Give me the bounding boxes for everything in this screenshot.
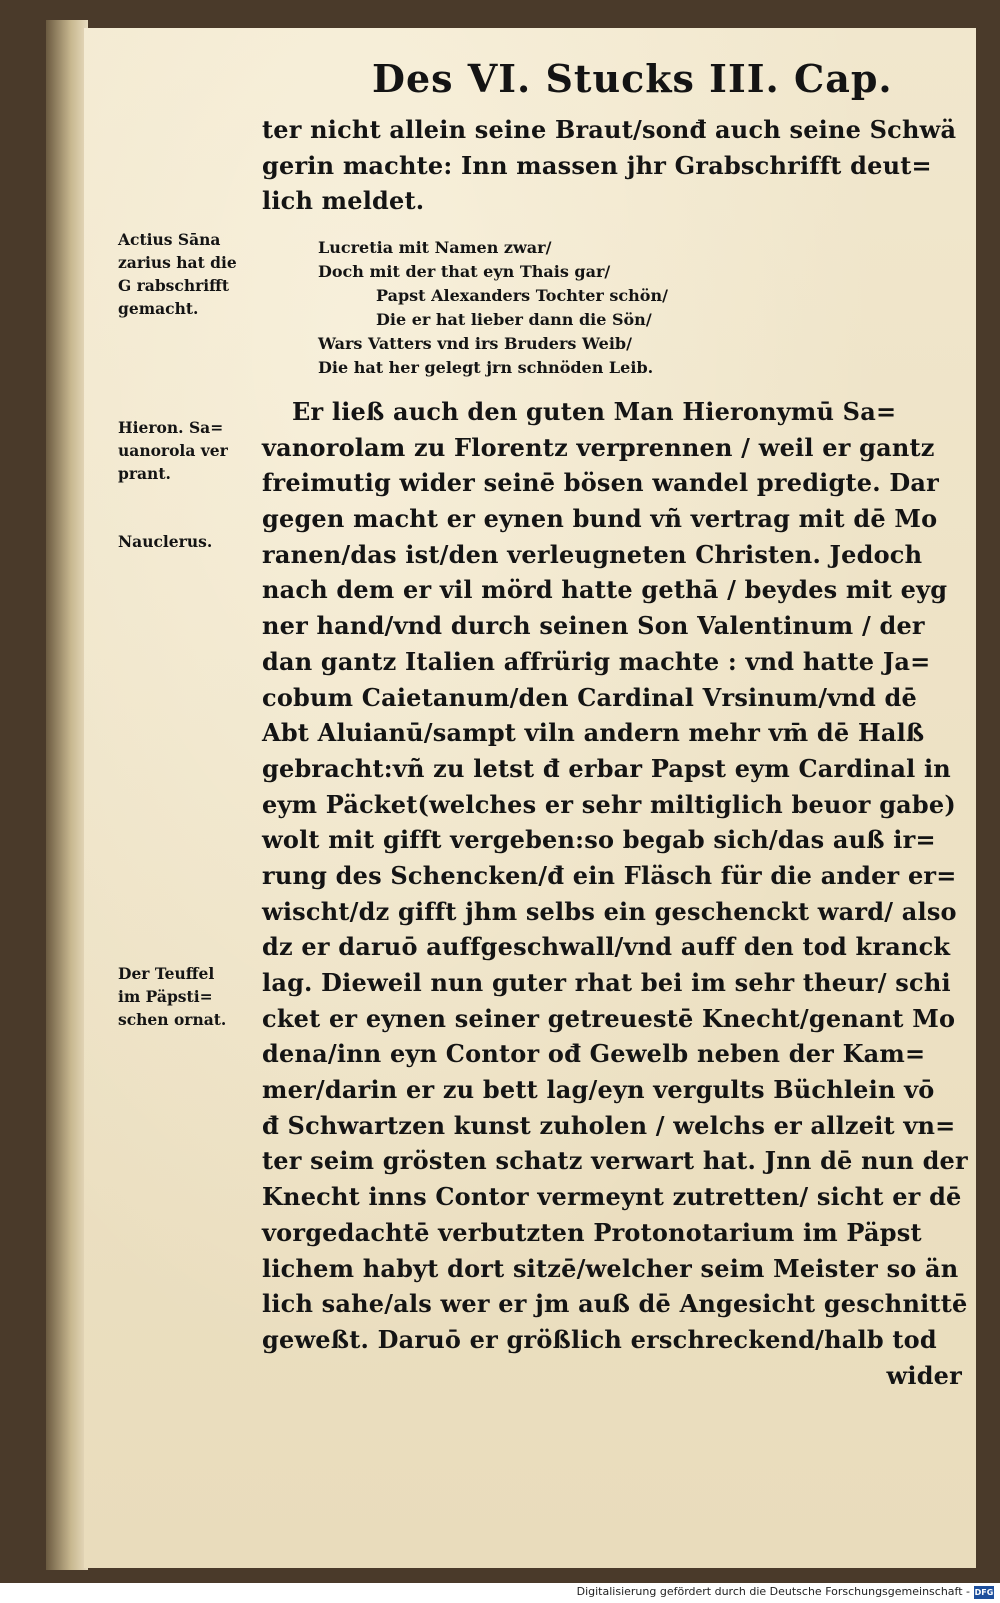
text-line: cket er eynen seiner getreuestē Knecht/genant Mo bbox=[262, 1003, 956, 1033]
note-line: gemacht. bbox=[118, 299, 199, 318]
text-line: vorgedachtē verbutzten Protonotarium im Päpst bbox=[262, 1217, 922, 1247]
note-line: im Päpsti= bbox=[118, 987, 213, 1006]
text-line: Knecht inns Contor vermeynt zutretten/ sicht er dē bbox=[262, 1182, 962, 1212]
running-head: Des VI. Stucks III. Cap. bbox=[372, 56, 893, 101]
verse-line: Die er hat lieber dann die Sön/ bbox=[376, 310, 652, 329]
verse-line: Papst Alexanders Tochter schön/ bbox=[376, 286, 668, 305]
epitaph-verse bbox=[318, 236, 738, 380]
text-line: ter seim grösten schatz verwart hat. Jnn dē nun der bbox=[262, 1146, 968, 1176]
verse-line: Lucretia mit Namen zwar/ bbox=[318, 238, 552, 257]
note-line: Nauclerus. bbox=[118, 532, 213, 551]
funding-credit: Digitalisierung gefördert durch die Deutsche Forschungsgemeinschaft - bbox=[576, 1585, 970, 1598]
text-line: wischt/dz gifft jhm selbs ein geschenckt ward/ also bbox=[262, 896, 957, 926]
text-line: lich sahe/als wer er jm auß dē Angesicht geschnittē bbox=[262, 1289, 968, 1319]
verse-line: Die hat her gelegt jrn schnöden Leib. bbox=[318, 358, 654, 377]
dfg-logo: DFG bbox=[974, 1588, 994, 1597]
text-line: gegen macht er eynen bund vñ vertrag mit dē Mo bbox=[262, 504, 938, 534]
text-line: lich meldet. bbox=[262, 186, 425, 216]
note-line: Der Teuffel bbox=[118, 964, 215, 983]
text-line: wolt mit gifft vergeben:so begab sich/das auß ir= bbox=[262, 825, 936, 855]
text-line: rung des Schencken/đ ein Fläsch für die ander er= bbox=[262, 860, 957, 890]
text-line: geweßt. Daruō er größlich erschreckend/halb tod bbox=[262, 1324, 937, 1354]
margin-note-epitaph-author bbox=[118, 228, 260, 320]
main-text-body bbox=[262, 394, 968, 1393]
text-line: ranen/das ist/den verleugneten Christen. Jedoch bbox=[262, 539, 923, 569]
verse-line: Doch mit der that eyn Thais gar/ bbox=[318, 262, 611, 281]
margin-note-nauclerus bbox=[118, 530, 260, 553]
text-line: mer/darin er zu bett lag/eyn vergults Büchlein vō bbox=[262, 1075, 935, 1105]
catchword: wider bbox=[886, 1360, 962, 1390]
margin-note-savonarola bbox=[118, 416, 260, 485]
text-line: cobum Caietanum/den Cardinal Vrsinum/vnd dē bbox=[262, 682, 917, 712]
text-line: gerin machte: Inn massen jhr Grabschrifft deut= bbox=[262, 150, 932, 180]
text-line: lichem habyt dort sitzē/welcher seim Meister so än bbox=[262, 1253, 959, 1283]
book-spine bbox=[46, 20, 88, 1570]
note-line: Actius Sāna bbox=[118, 230, 221, 249]
text-line: nach dem er vil mörd hatte gethā / beydes mit eyg bbox=[262, 575, 948, 605]
text-line: dan gantz Italien affrürig machte : vnd hatte Ja= bbox=[262, 646, 931, 676]
text-line: dena/inn eyn Contor ođ Gewelb neben der Kam= bbox=[262, 1039, 926, 1069]
note-line: prant. bbox=[118, 464, 171, 483]
note-line: G rabschrifft bbox=[118, 276, 230, 295]
text-line: vanorolam zu Florentz verprennen / weil er gantz bbox=[262, 432, 935, 462]
text-line: ner hand/vnd durch seinen Son Valentinum / der bbox=[262, 611, 925, 641]
main-text-top bbox=[262, 112, 962, 219]
note-line: Hieron. Sa= bbox=[118, 418, 224, 437]
text-line: dz er daruō auffgeschwall/vnd auff den tod kranck bbox=[262, 932, 951, 962]
note-line: uanorola ver bbox=[118, 441, 228, 460]
note-line: schen ornat. bbox=[118, 1010, 227, 1029]
text-line: eym Päcket(welches er sehr miltiglich beuor gabe) bbox=[262, 789, 956, 819]
text-line: Er ließ auch den guten Man Hieronymū Sa= bbox=[292, 397, 897, 426]
text-line: đ Schwartzen kunst zuholen / welchs er allzeit vn= bbox=[262, 1110, 956, 1140]
text-line: gebracht:vñ zu letst đ erbar Papst eym Cardinal in bbox=[262, 753, 951, 783]
text-line: ter nicht allein seine Braut/sonđ auch seine Schwä bbox=[262, 115, 957, 144]
note-line: zarius hat die bbox=[118, 253, 237, 272]
margin-note-devil bbox=[118, 962, 260, 1031]
text-line: lag. Dieweil nun guter rhat bei im sehr theur/ schi bbox=[262, 968, 951, 997]
verse-line: Wars Vatters vnd irs Bruders Weib/ bbox=[318, 334, 632, 353]
text-line: Abt Aluianū/sampt viln andern mehr vm̄ dē Halß bbox=[262, 718, 925, 748]
text-line: freimutig wider seinē bösen wandel predigte. Dar bbox=[262, 468, 939, 498]
